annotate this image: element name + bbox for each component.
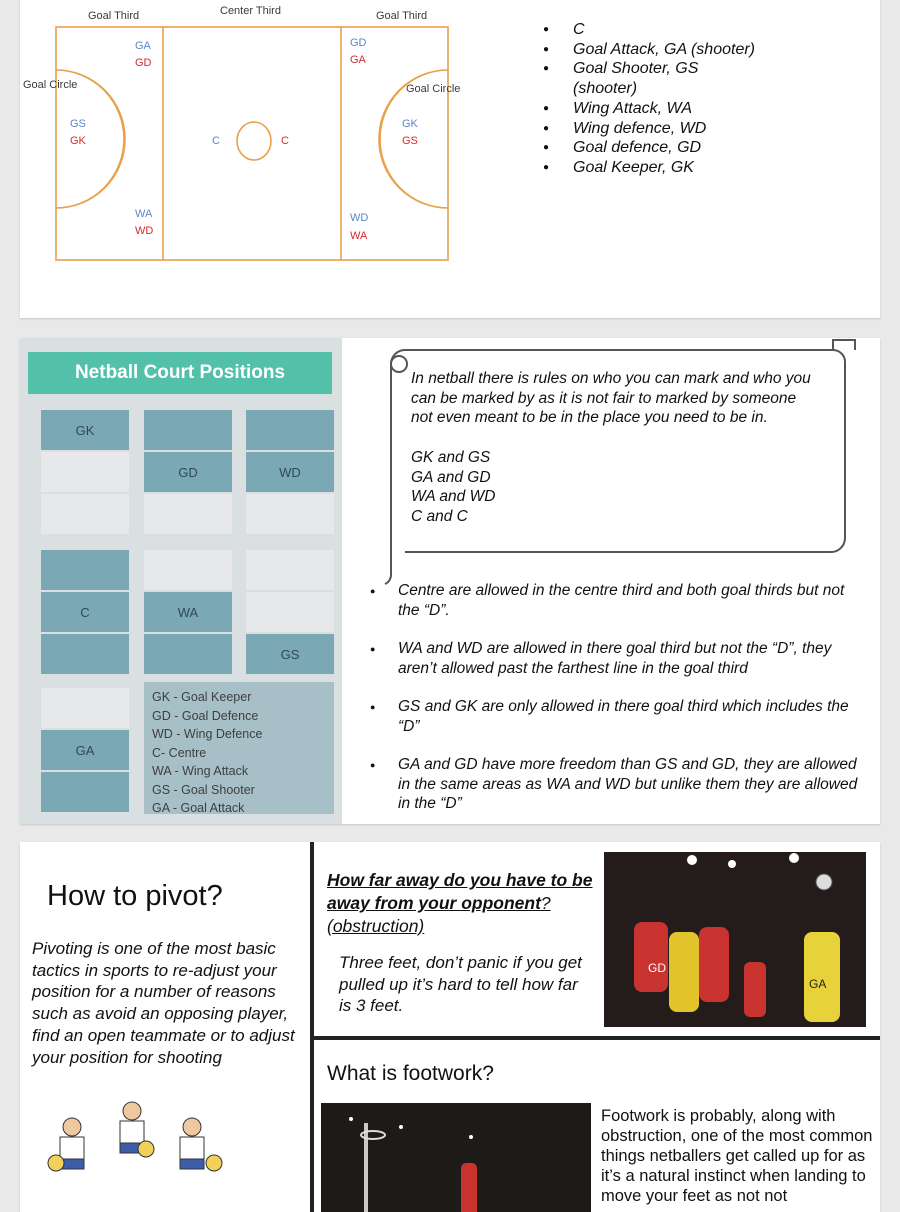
- footwork-text: Footwork is probably, along with obstruction, one of the most common things netballers get called up for as it’s a natural instinct when landing to move your feet as not not: [601, 1107, 873, 1205]
- mini-court-wa: [144, 550, 232, 676]
- netball-match-illustration: [604, 852, 866, 1027]
- list-item: ● Goal Shooter, GS (shooter): [543, 59, 763, 98]
- list-item: ● C: [543, 20, 763, 40]
- mini-court-gk: [41, 410, 129, 536]
- court-pos-right-gd: GD: [350, 37, 367, 49]
- cell-empty: [246, 410, 334, 450]
- netball-shot-illustration: [321, 1103, 591, 1212]
- player-figure-icon: [120, 1102, 154, 1157]
- cell-empty: [41, 688, 129, 728]
- mini-court-c: [41, 550, 129, 676]
- cell-empty: [144, 634, 232, 674]
- cell-empty: [246, 550, 334, 590]
- list-item: ● Wing Attack, WA: [543, 99, 763, 119]
- cell-label: GK: [41, 410, 129, 450]
- divider-horizontal: [314, 1036, 880, 1040]
- court-diagram-panel: [20, 0, 880, 318]
- legend-item: GK - Goal Keeper: [152, 690, 252, 704]
- court-pos-centre-1: C: [212, 135, 220, 147]
- rules-list: [370, 581, 870, 824]
- court-pos-right-gk: GK: [402, 118, 418, 130]
- court-pos-centre-2: C: [281, 135, 289, 147]
- court-pos-left-ga: GA: [135, 40, 151, 52]
- legend-item: C- Centre: [152, 745, 207, 760]
- mini-court-gs: [246, 550, 334, 676]
- skills-panel: [20, 842, 880, 1212]
- cell-empty: [41, 494, 129, 534]
- cell-label: GD: [144, 452, 232, 492]
- marking-text: [411, 369, 821, 527]
- court-pos-left-gd: GD: [135, 57, 152, 69]
- pivot-illustration: [34, 1097, 224, 1207]
- centre-circle: [237, 122, 271, 160]
- court-pos-left-wa: WA: [135, 208, 153, 220]
- goal-circle-label-right: Goal Circle: [406, 83, 461, 95]
- graphic-title: Netball Court Positions: [28, 352, 332, 394]
- court-pos-right-gs: GS: [402, 135, 418, 147]
- footwork-photo: [321, 1103, 591, 1212]
- cell-label: WA: [144, 592, 232, 632]
- court-pos-right-ga: GA: [350, 54, 366, 66]
- legend-item: WD - Wing Defence: [152, 727, 263, 741]
- pivot-title: How to pivot?: [47, 880, 223, 912]
- court-positions-graphic: [20, 338, 342, 824]
- court-pos-right-wa: WA: [350, 230, 368, 242]
- mini-court-wd: [246, 410, 334, 536]
- third-label-center: Center Third: [220, 5, 281, 17]
- obstruction-text: Three feet, don’t panic if you get pulled up it’s hard to tell how far is 3 feet.: [339, 953, 582, 1016]
- court-pos-left-wd: WD: [135, 225, 154, 237]
- marking-pair: C and C: [411, 507, 468, 525]
- obstruction-heading: [327, 869, 597, 938]
- legend-item: GA - Goal Attack: [152, 801, 245, 815]
- cell-empty: [41, 634, 129, 674]
- third-label-right: Goal Third: [376, 10, 428, 22]
- cell-empty: [246, 494, 334, 534]
- legend-item: WA - Wing Attack: [152, 764, 249, 778]
- netball-court-diagram: [20, 0, 500, 300]
- marking-pair: WA and WD: [411, 488, 496, 506]
- cell-empty: [144, 550, 232, 590]
- player-figure-icon: [180, 1118, 222, 1171]
- cell-empty: [144, 494, 232, 534]
- list-item: ● Goal defence, GD: [543, 138, 763, 158]
- mini-court-gd: [144, 410, 232, 536]
- legend-item: GD - Goal Defence: [152, 708, 259, 723]
- court-pos-right-wd: WD: [350, 212, 369, 224]
- cell-empty: [41, 452, 129, 492]
- cell-label: GA: [41, 730, 129, 770]
- goal-circle-label-left: Goal Circle: [23, 79, 78, 91]
- list-item: ● Goal Keeper, GK: [543, 158, 763, 178]
- marking-pair: GK and GS: [411, 448, 491, 466]
- photo-bib-left: GD: [648, 961, 666, 975]
- footwork-title: What is footwork?: [327, 1062, 494, 1085]
- photo-bib-right: GA: [809, 977, 827, 991]
- court-pos-left-gk: GK: [70, 135, 86, 147]
- positions-list: [543, 20, 763, 178]
- player-figure-icon: [48, 1118, 84, 1171]
- cell-label: WD: [246, 452, 334, 492]
- rule-item: ● WA and WD are allowed in there goal third but not the “D”, they aren’t allowed past the farthest line in the goal third: [370, 639, 870, 678]
- obstruction-heading-suffix: ? (obstruction): [327, 893, 551, 936]
- mini-court-ga: [41, 688, 129, 814]
- netball-photo: [604, 852, 866, 1027]
- obstruction-heading-main: How far away do you have to be away from your opponent: [327, 870, 593, 913]
- legend-item: GS - Goal Shooter: [152, 782, 255, 797]
- court-boundary: [56, 27, 448, 260]
- cell-empty: [144, 410, 232, 450]
- rule-item: ● GA and GD have more freedom than GS and GD, they are allowed in the same areas as WA and WD but unlike them they are allowed in the “D”: [370, 755, 870, 814]
- pivot-text: Pivoting is one of the most basic tactics in sports to re-adjust your position for a number of reasons such as avoid an opposing player, find an open teammate or to adjust your position for shooting: [32, 939, 295, 1067]
- list-item: ● Goal Attack, GA (shooter): [543, 40, 763, 60]
- cell-label: C: [41, 592, 129, 632]
- marking-intro: In netball there is rules on who you can mark and who you can be marked by as it is not fair to marked by someone not even meant to be in the place you need to be in.: [411, 370, 811, 427]
- court-pos-left-gs: GS: [70, 118, 86, 130]
- third-label-left: Goal Third: [88, 10, 140, 22]
- positions-legend: [144, 682, 334, 814]
- list-item: ● Wing defence, WD: [543, 119, 763, 139]
- rule-item: ● GS and GK are only allowed in there goal third which includes the “D”: [370, 697, 870, 736]
- cell-empty: [41, 550, 129, 590]
- cell-label: GS: [246, 634, 334, 674]
- divider-vertical: [310, 842, 314, 1212]
- cell-empty: [41, 772, 129, 812]
- marking-pair: GA and GD: [411, 468, 491, 486]
- rule-item: ● Centre are allowed in the centre third and both goal thirds but not the “D”.: [370, 581, 870, 620]
- cell-empty: [246, 592, 334, 632]
- court-positions-panel: [20, 338, 880, 824]
